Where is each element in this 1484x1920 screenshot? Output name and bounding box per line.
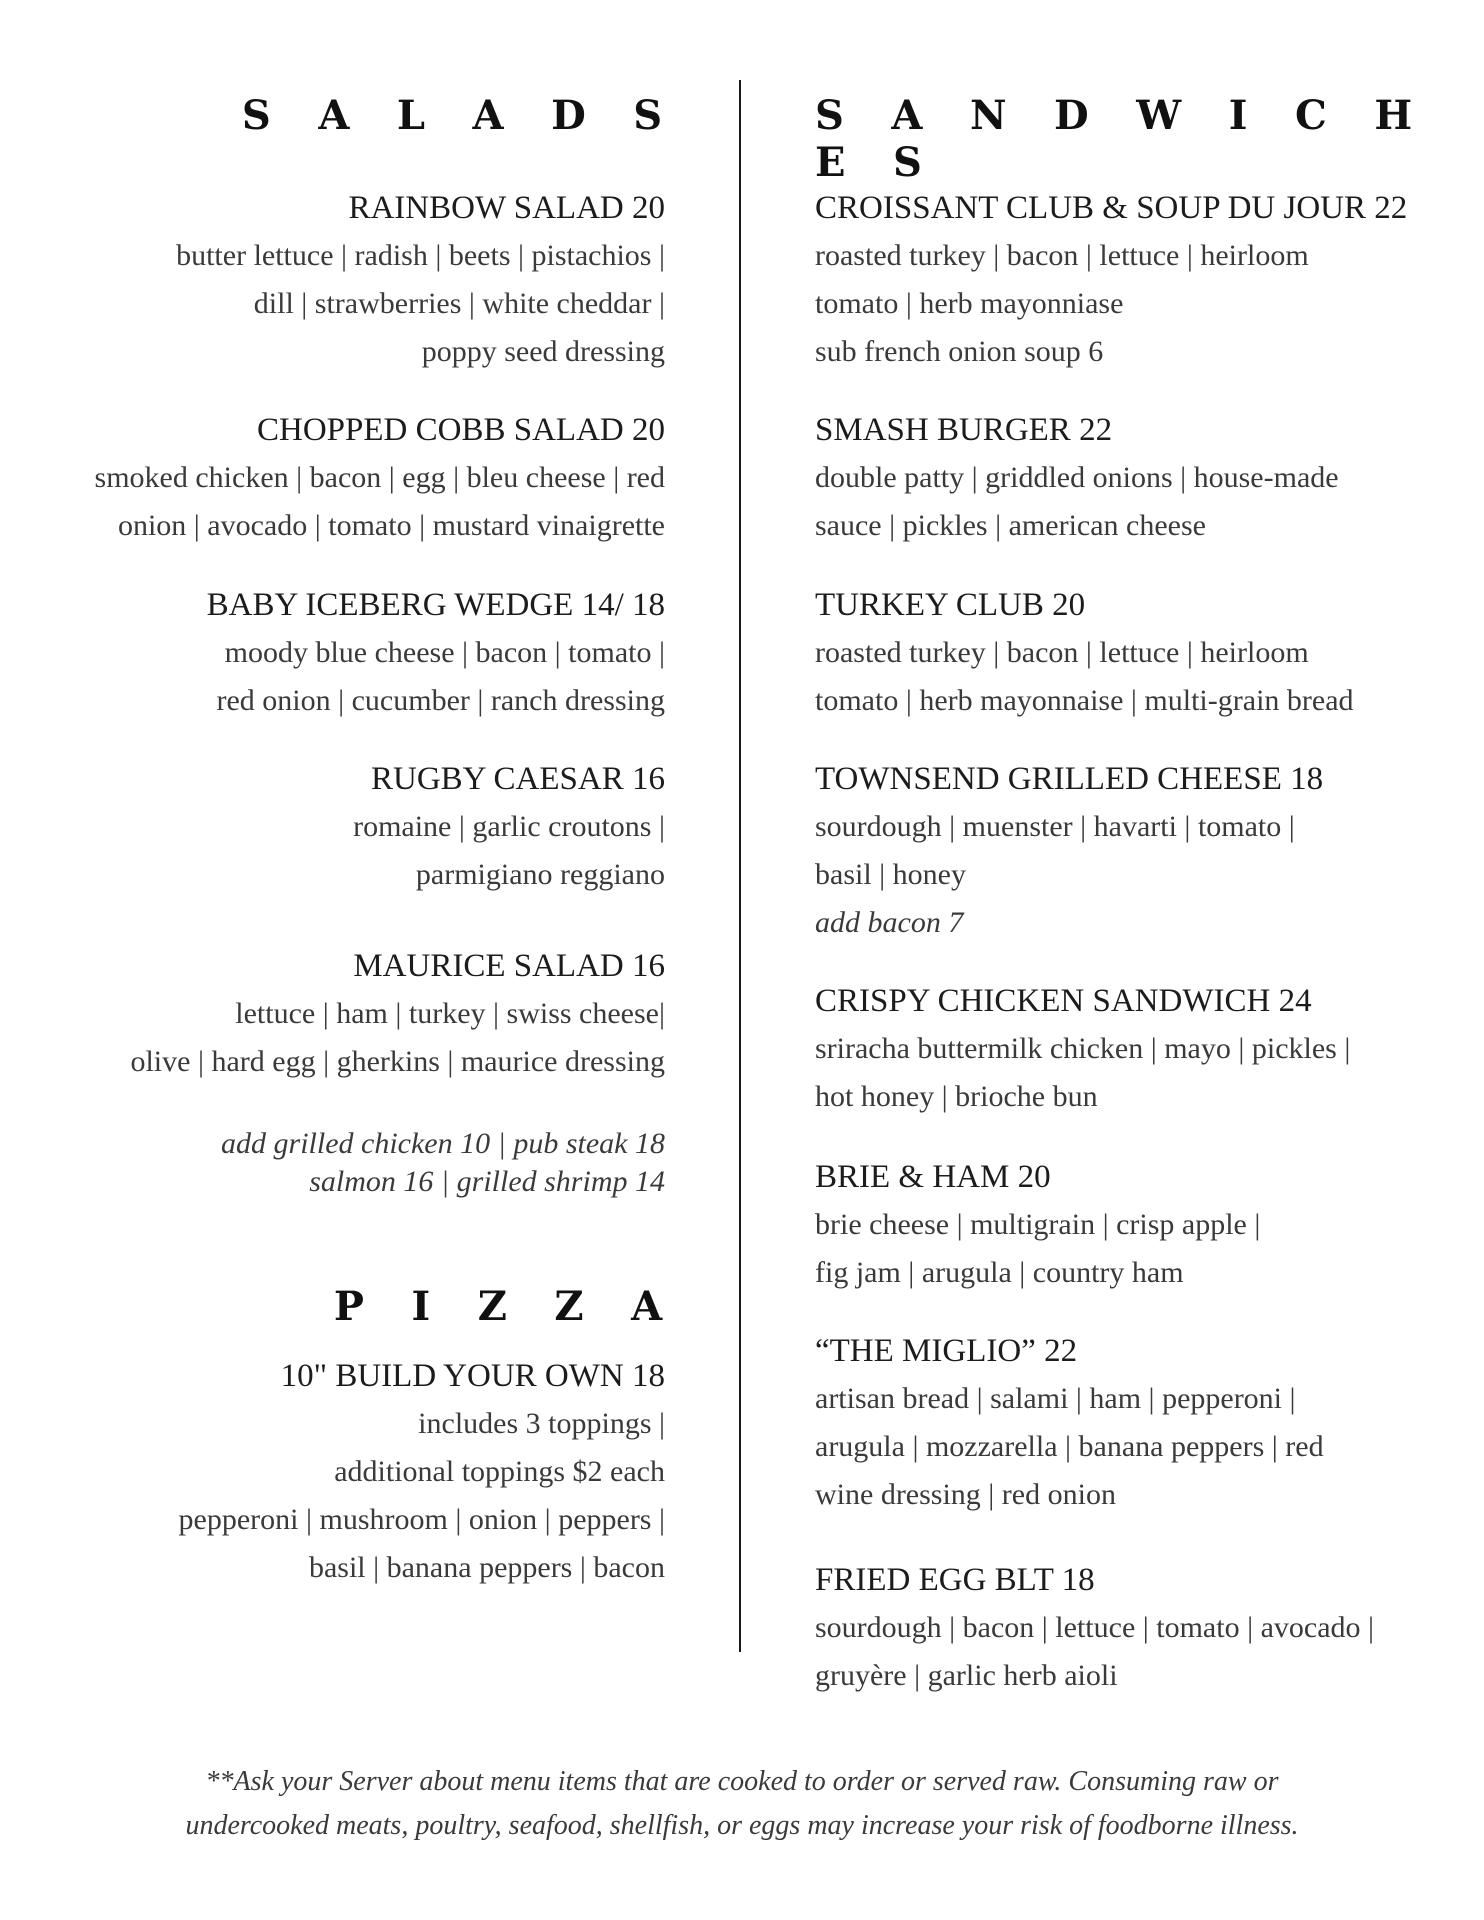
item-name: CRISPY CHICKEN SANDWICH 24 bbox=[815, 983, 1312, 1019]
desc-line: hot honey | brioche bun bbox=[815, 1080, 1098, 1113]
desc-line: moody blue cheese | bacon | tomato | bbox=[224, 636, 665, 669]
desc-line: sriracha buttermilk chicken | mayo | pickles | bbox=[815, 1032, 1351, 1065]
desc-line: romaine | garlic croutons | bbox=[353, 810, 665, 843]
addon-line: salmon 16 | grilled shrimp 14 bbox=[309, 1165, 665, 1198]
desc-line: wine dressing | red onion bbox=[815, 1478, 1116, 1511]
item-name: TURKEY CLUB 20 bbox=[815, 587, 1086, 623]
item-name: BRIE & HAM 20 bbox=[815, 1159, 1051, 1195]
item-description bbox=[207, 629, 665, 725]
item-description bbox=[815, 1201, 1260, 1297]
item-name: CROISSANT CLUB & SOUP DU JOUR 22 bbox=[815, 190, 1408, 226]
desc-line: basil | banana peppers | bacon bbox=[308, 1551, 665, 1584]
item-description bbox=[815, 1604, 1374, 1700]
menu-item-townsend-grilled-cheese bbox=[815, 755, 1323, 947]
addon-line: add grilled chicken 10 | pub steak 18 bbox=[221, 1127, 665, 1160]
desc-line: dill | strawberries | white cheddar | bbox=[253, 287, 665, 320]
menu-item-chopped-cobb-salad bbox=[95, 406, 665, 550]
item-name: TOWNSEND GRILLED CHEESE 18 bbox=[815, 761, 1324, 797]
desc-line: poppy seed dressing bbox=[421, 335, 665, 368]
desc-line: butter lettuce | radish | beets | pistachios | bbox=[176, 239, 665, 272]
desc-line: olive | hard egg | gherkins | maurice dressing bbox=[130, 1045, 665, 1078]
menu-item-build-your-own-pizza bbox=[179, 1352, 665, 1592]
desc-line: artisan bread | salami | ham | pepperoni | bbox=[815, 1382, 1296, 1415]
desc-line: arugula | mozzarella | banana peppers | red bbox=[815, 1430, 1324, 1463]
item-name: RUGBY CAESAR 16 bbox=[371, 761, 665, 797]
desc-line: basil | honey bbox=[815, 858, 966, 891]
desc-line: onion | avocado | tomato | mustard vinaigrette bbox=[117, 509, 665, 542]
desc-line: additional toppings $2 each bbox=[334, 1455, 665, 1488]
salads-title: S A L A D S bbox=[241, 92, 679, 139]
item-description bbox=[815, 1025, 1350, 1121]
item-name: 10" BUILD YOUR OWN 18 bbox=[280, 1358, 665, 1394]
desc-line: pepperoni | mushroom | onion | peppers | bbox=[178, 1503, 665, 1536]
disclaimer-line: **Ask your Server about menu items that are cooked to order or served raw. Consuming raw or bbox=[205, 1766, 1279, 1797]
desc-line: gruyère | garlic herb aioli bbox=[815, 1659, 1118, 1692]
menu-item-rugby-caesar bbox=[353, 755, 665, 899]
menu-item-turkey-club bbox=[815, 581, 1354, 725]
menu-item-fried-egg-blt bbox=[815, 1556, 1374, 1700]
desc-line: sauce | pickles | american cheese bbox=[815, 509, 1206, 542]
item-description bbox=[815, 454, 1339, 550]
item-name: MAURICE SALAD 16 bbox=[353, 948, 665, 984]
desc-line: lettuce | ham | turkey | swiss cheese| bbox=[235, 997, 665, 1030]
item-name: “THE MIGLIO” 22 bbox=[815, 1333, 1078, 1369]
desc-line: double patty | griddled onions | house-made bbox=[815, 461, 1339, 494]
desc-line: roasted turkey | bacon | lettuce | heirloom bbox=[815, 239, 1309, 272]
menu-item-brie-and-ham bbox=[815, 1153, 1260, 1297]
desc-line: smoked chicken | bacon | egg | bleu cheese | red bbox=[94, 461, 665, 494]
item-description bbox=[815, 803, 1323, 947]
menu-item-croissant-club bbox=[815, 184, 1407, 376]
desc-line: roasted turkey | bacon | lettuce | heirloom bbox=[815, 636, 1309, 669]
addon-line: add bacon 7 bbox=[815, 906, 964, 939]
item-name: FRIED EGG BLT 18 bbox=[815, 1562, 1095, 1598]
item-description bbox=[815, 232, 1407, 376]
item-description bbox=[176, 232, 665, 376]
menu-item-rainbow-salad bbox=[176, 184, 665, 376]
item-description bbox=[179, 1400, 665, 1592]
desc-line: brie cheese | multigrain | crisp apple | bbox=[815, 1208, 1261, 1241]
menu-item-baby-iceberg-wedge bbox=[207, 581, 665, 725]
column-divider bbox=[739, 80, 741, 1652]
desc-line: fig jam | arugula | country ham bbox=[815, 1256, 1184, 1289]
item-description bbox=[95, 454, 665, 550]
desc-line: sourdough | bacon | lettuce | tomato | avocado | bbox=[815, 1611, 1375, 1644]
disclaimer-line: undercooked meats, poultry, seafood, shellfish, or eggs may increase your risk of foodborne illness. bbox=[185, 1810, 1299, 1841]
item-description bbox=[815, 629, 1354, 725]
item-description bbox=[815, 1375, 1324, 1519]
menu-item-smash-burger bbox=[815, 406, 1339, 550]
item-name: CHOPPED COBB SALAD 20 bbox=[257, 412, 665, 448]
desc-line: tomato | herb mayonniase bbox=[815, 287, 1124, 320]
item-name: SMASH BURGER 22 bbox=[815, 412, 1113, 448]
menu-item-crispy-chicken-sandwich bbox=[815, 977, 1350, 1121]
desc-line: sub french onion soup 6 bbox=[815, 335, 1104, 368]
item-description bbox=[130, 990, 665, 1086]
item-name: RAINBOW SALAD 20 bbox=[348, 190, 665, 226]
item-name: BABY ICEBERG WEDGE 14/ 18 bbox=[206, 587, 665, 623]
desc-line: sourdough | muenster | havarti | tomato | bbox=[815, 810, 1295, 843]
desc-line: includes 3 toppings | bbox=[418, 1407, 665, 1440]
desc-line: red onion | cucumber | ranch dressing bbox=[216, 684, 665, 717]
salad-addons bbox=[221, 1125, 665, 1201]
pizza-title: P I Z Z A bbox=[333, 1283, 679, 1330]
allergy-disclaimer bbox=[0, 1760, 1484, 1848]
menu-item-maurice-salad bbox=[130, 942, 665, 1086]
desc-line: parmigiano reggiano bbox=[415, 858, 665, 891]
sandwiches-title: S A N D W I C H E S bbox=[815, 92, 1429, 186]
menu-item-the-miglio bbox=[815, 1327, 1324, 1519]
item-description bbox=[353, 803, 665, 899]
desc-line: tomato | herb mayonnaise | multi-grain bread bbox=[815, 684, 1354, 717]
